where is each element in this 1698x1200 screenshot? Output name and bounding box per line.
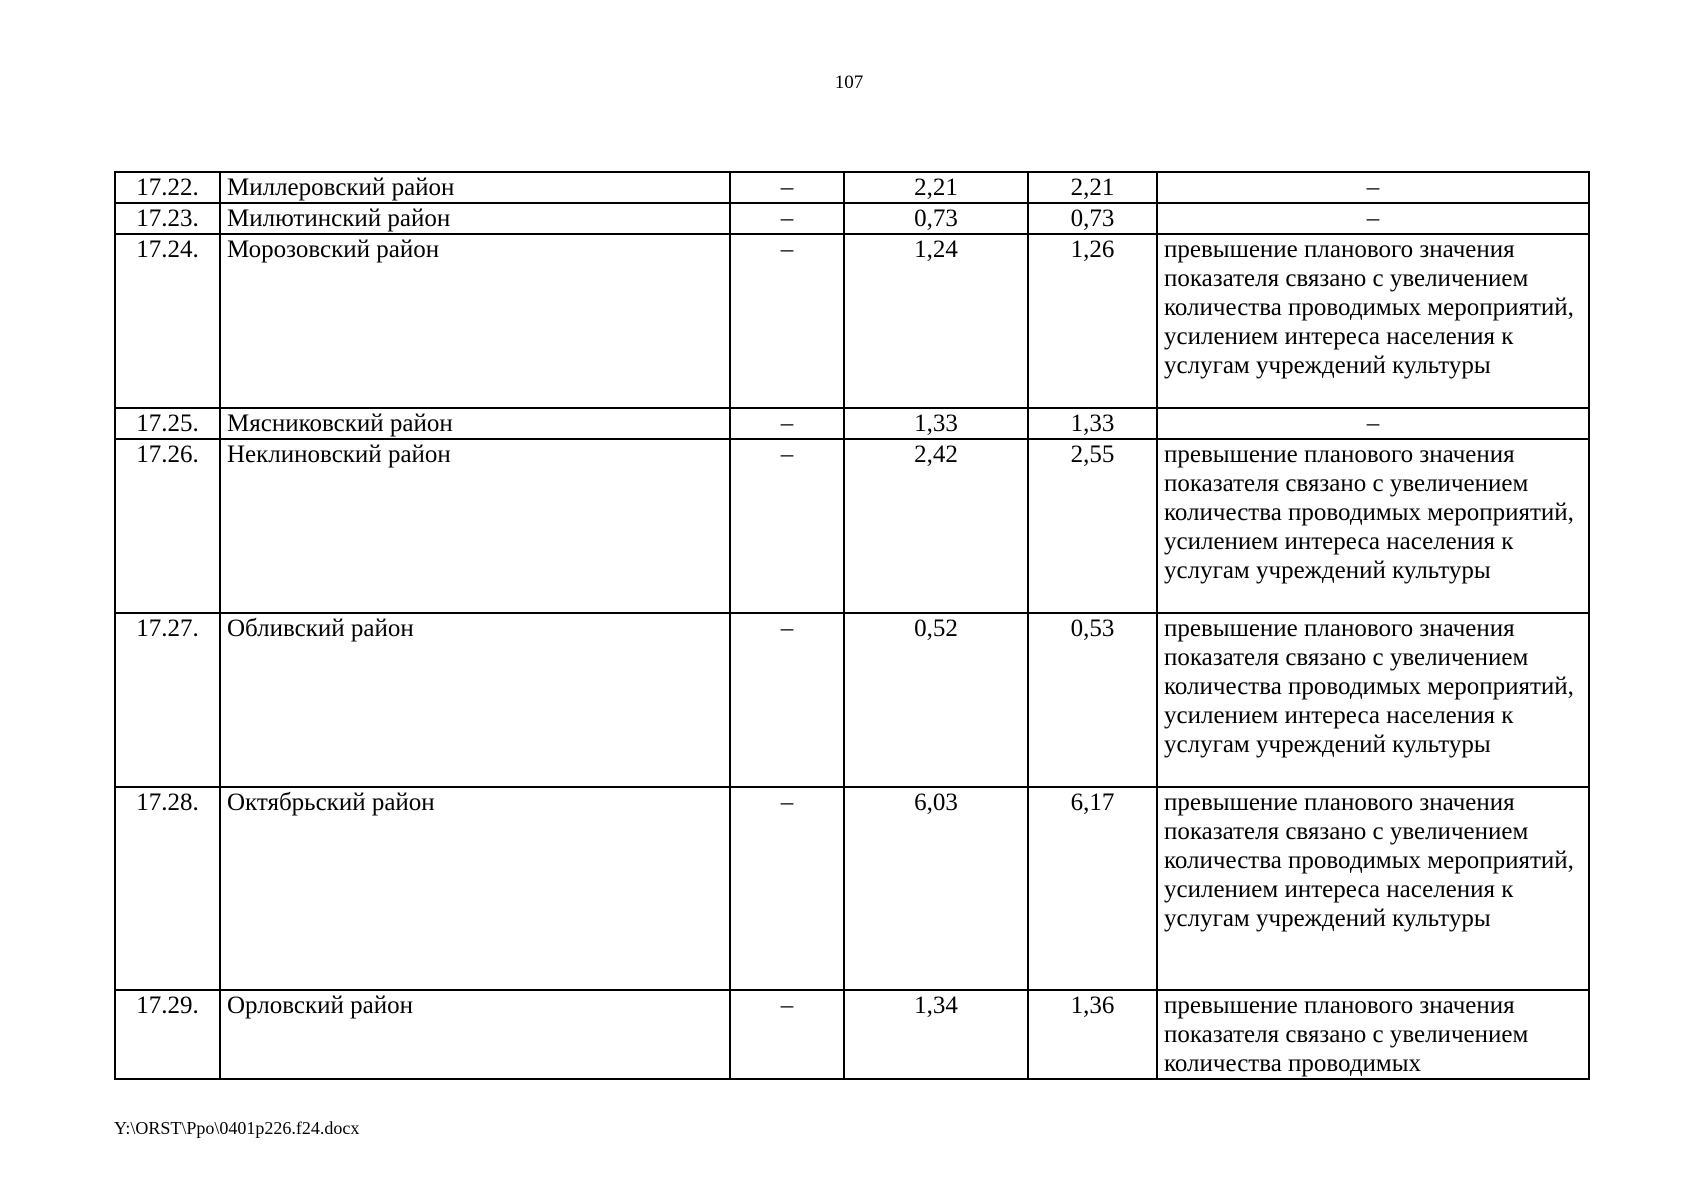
fact-value: 2,55	[1028, 439, 1157, 613]
base-value: –	[730, 990, 844, 1079]
plan-value: 2,21	[844, 172, 1028, 203]
table-row	[115, 203, 1589, 234]
fact-value: 2,21	[1028, 172, 1157, 203]
table-row	[115, 408, 1589, 439]
fact-value: 1,26	[1028, 234, 1157, 408]
district-name: Орловский район	[220, 990, 730, 1079]
table-row	[115, 234, 1589, 408]
district-name: Морозовский район	[220, 234, 730, 408]
fact-value: 1,33	[1028, 408, 1157, 439]
district-name: Неклиновский район	[220, 439, 730, 613]
row-number: 17.27.	[115, 613, 220, 787]
plan-value: 0,73	[844, 203, 1028, 234]
row-number: 17.25.	[115, 408, 220, 439]
base-value: –	[730, 613, 844, 787]
footer-file-path: Y:\ORST\Ppo\0401p226.f24.docx	[114, 1118, 360, 1138]
plan-value: 2,42	[844, 439, 1028, 613]
table-row	[115, 990, 1589, 1079]
plan-value: 6,03	[844, 787, 1028, 990]
table-row	[115, 172, 1589, 203]
deviation-note: превышение планового значения показателя связано с увеличением количества проводимых мероприятий, усилением интереса населения к услугам учреждений культуры	[1157, 439, 1589, 613]
deviation-note: –	[1157, 408, 1589, 439]
base-value: –	[730, 203, 844, 234]
fact-value: 1,36	[1028, 990, 1157, 1079]
district-name: Мясниковский район	[220, 408, 730, 439]
fact-value: 0,53	[1028, 613, 1157, 787]
base-value: –	[730, 787, 844, 990]
table-row	[115, 439, 1589, 613]
plan-value: 0,52	[844, 613, 1028, 787]
plan-value: 1,33	[844, 408, 1028, 439]
base-value: –	[730, 172, 844, 203]
deviation-note: –	[1157, 172, 1589, 203]
base-value: –	[730, 408, 844, 439]
deviation-note: превышение планового значения показателя связано с увеличением количества проводимых мероприятий, усилением интереса населения к услугам учреждений культуры	[1157, 613, 1589, 787]
row-number: 17.28.	[115, 787, 220, 990]
deviation-note: превышение планового значения показателя связано с увеличением количества проводимых мероприятий, усилением интереса населения к услугам учреждений культуры	[1157, 234, 1589, 408]
district-name: Миллеровский район	[220, 172, 730, 203]
table-row	[115, 787, 1589, 990]
deviation-note: превышение планового значения показателя связано с увеличением количества проводимых	[1157, 990, 1589, 1079]
deviation-note: –	[1157, 203, 1589, 234]
plan-value: 1,24	[844, 234, 1028, 408]
fact-value: 6,17	[1028, 787, 1157, 990]
fact-value: 0,73	[1028, 203, 1157, 234]
deviation-note: превышение планового значения показателя связано с увеличением количества проводимых мероприятий, усилением интереса населения к услугам учреждений культуры	[1157, 787, 1589, 990]
district-name: Милютинский район	[220, 203, 730, 234]
row-number: 17.22.	[115, 172, 220, 203]
table-row	[115, 613, 1589, 787]
district-name: Обливский район	[220, 613, 730, 787]
page-number: 107	[834, 72, 864, 93]
district-name: Октябрьский район	[220, 787, 730, 990]
indicator-table	[114, 171, 1590, 1080]
row-number: 17.23.	[115, 203, 220, 234]
base-value: –	[730, 439, 844, 613]
row-number: 17.26.	[115, 439, 220, 613]
plan-value: 1,34	[844, 990, 1028, 1079]
row-number: 17.29.	[115, 990, 220, 1079]
row-number: 17.24.	[115, 234, 220, 408]
base-value: –	[730, 234, 844, 408]
